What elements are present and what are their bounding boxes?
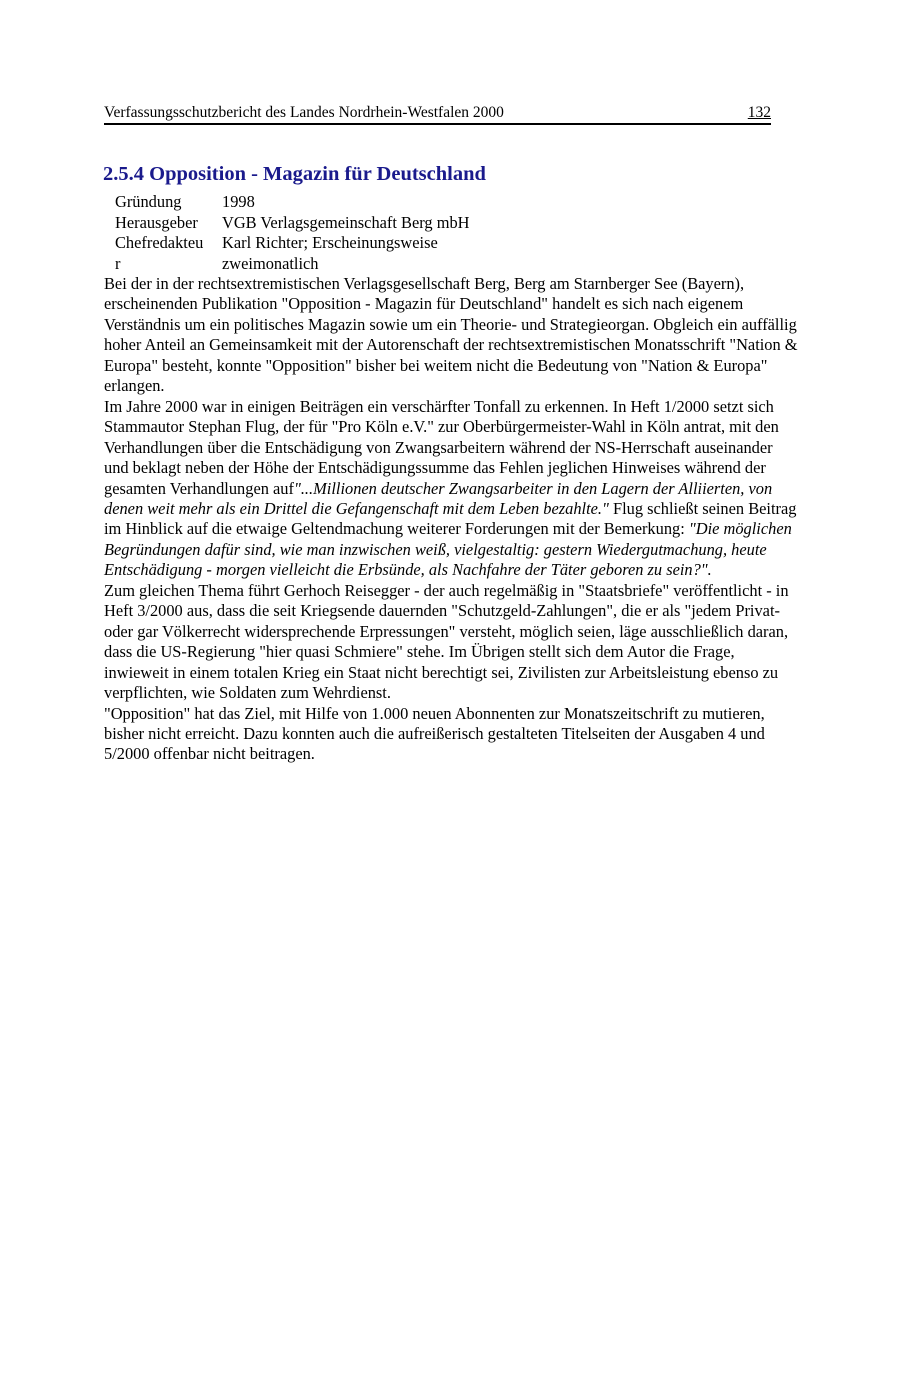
text-segment: Zum gleichen Thema führt Gerhoch Reisegger - der auch regelmäßig in "Staatsbriefe" veröffentlicht - in Heft 3/2000 aus, dass die seit Kriegsende dauernden "Schutzgeld-Zahlungen", die er als "jedem Privat- oder gar Völkerrecht widersprechende Erpressungen" versteht, möglich seien, läge ausschließlich daran, dass die US-Regierung "hier quasi Schmiere" stehe. Im Übrigen stellt sich dem Autor die Frage, inwieweit in einem totalen Krieg ein Staat nicht berechtigt sei, Zivilisten zur Arbeitsleistung ebenso zu verpflichten, wie Soldaten zum Wehrdienst. — [104, 580, 789, 703]
text-segment: "Die möglichen Begründungen dafür sind, wie man inzwischen weiß, vielgestaltig: gestern Wiedergutmachung, heute Entschädigung - morgen vielleicht die Erbsünde, als Nachfahre der Täter geboren zu sein?". — [104, 519, 792, 580]
page-header — [104, 104, 771, 125]
table-row — [115, 213, 492, 234]
body-text — [104, 274, 799, 765]
info-value-chefredakteur: Karl Richter; Erscheinungsweise zweimonatlich — [222, 233, 438, 273]
info-label-herausgeber: Herausgeber — [115, 212, 198, 232]
info-label-chefredakteur: Chefredakteur — [115, 233, 204, 273]
text-segment: "Opposition" hat das Ziel, mit Hilfe von 1.000 neuen Abonnenten zur Monatszeitschrift zu mutieren, bisher nicht erreicht. Dazu konnten auch die aufreißerisch gestalteten Titelseiten der Ausgaben 4 und 5/2000 offenbar nicht beitragen. — [104, 703, 765, 764]
info-value-herausgeber: VGB Verlagsgemeinschaft Berg mbH — [222, 212, 470, 232]
text-segment: Bei der in der rechtsextremistischen Verlagsgesellschaft Berg, Berg am Starnberger See (Bayern), erscheinenden Publikation "Opposition - Magazin für Deutschland" handelt es sich nach eigenem Verständnis um ein politisches Magazin sowie um ein Theorie- und Strategieorgan. Obgleich ein auffällig hoher Anteil an Gemeinsamkeit mit der Autorenschaft der rechtsextremistischen Monatsschrift "Nation & Europa" besteht, konnte "Opposition" bisher bei weitem nicht die Bedeutung von "Nation & Europa" erlangen. — [104, 274, 798, 396]
paragraph-1 — [104, 274, 799, 397]
document-page — [0, 104, 900, 1377]
table-row — [115, 233, 492, 274]
paragraph-3 — [104, 581, 799, 704]
text-segment: Im Jahre 2000 war in einigen Beiträgen ein verschärfter Tonfall zu erkennen. In Heft 1/2000 setzt sich Stammautor Stephan Flug, der für "Pro Köln e.V." zur Oberbürgermeister-Wahl in Köln antrat, mit den Verhandlungen über die Entschädigung von Zwangsarbeitern während der NS-Herrschaft auseinander und beklagt neben der Höhe der Entschädigungssumme das Fehlen jeglichen Hinweises während der gesamten Verhandlungen auf — [104, 396, 779, 498]
paragraph-2 — [104, 397, 799, 581]
page-number: 132 — [747, 104, 771, 121]
info-value-gruendung: 1998 — [222, 192, 255, 211]
info-table — [115, 192, 492, 274]
section-heading: 2.5.4 Opposition - Magazin für Deutschland — [103, 163, 486, 185]
paragraph-4 — [104, 704, 799, 765]
header-title: Verfassungsschutzbericht des Landes Nordrhein-Westfalen 2000 — [104, 104, 504, 121]
text-segment: Flug schließt seinen Beitrag im Hinblick auf die etwaige Geltendmachung weiterer Forderungen mit der Bemerkung: — [104, 498, 797, 539]
text-segment: "...Millionen deutscher Zwangsarbeiter in den Lagern der Alliierten, von denen weit mehr als ein Drittel die Gefangenschaft mit dem Leben bezahlte." — [104, 478, 773, 518]
table-row — [115, 192, 492, 213]
info-label-gruendung: Gründung — [115, 192, 182, 211]
